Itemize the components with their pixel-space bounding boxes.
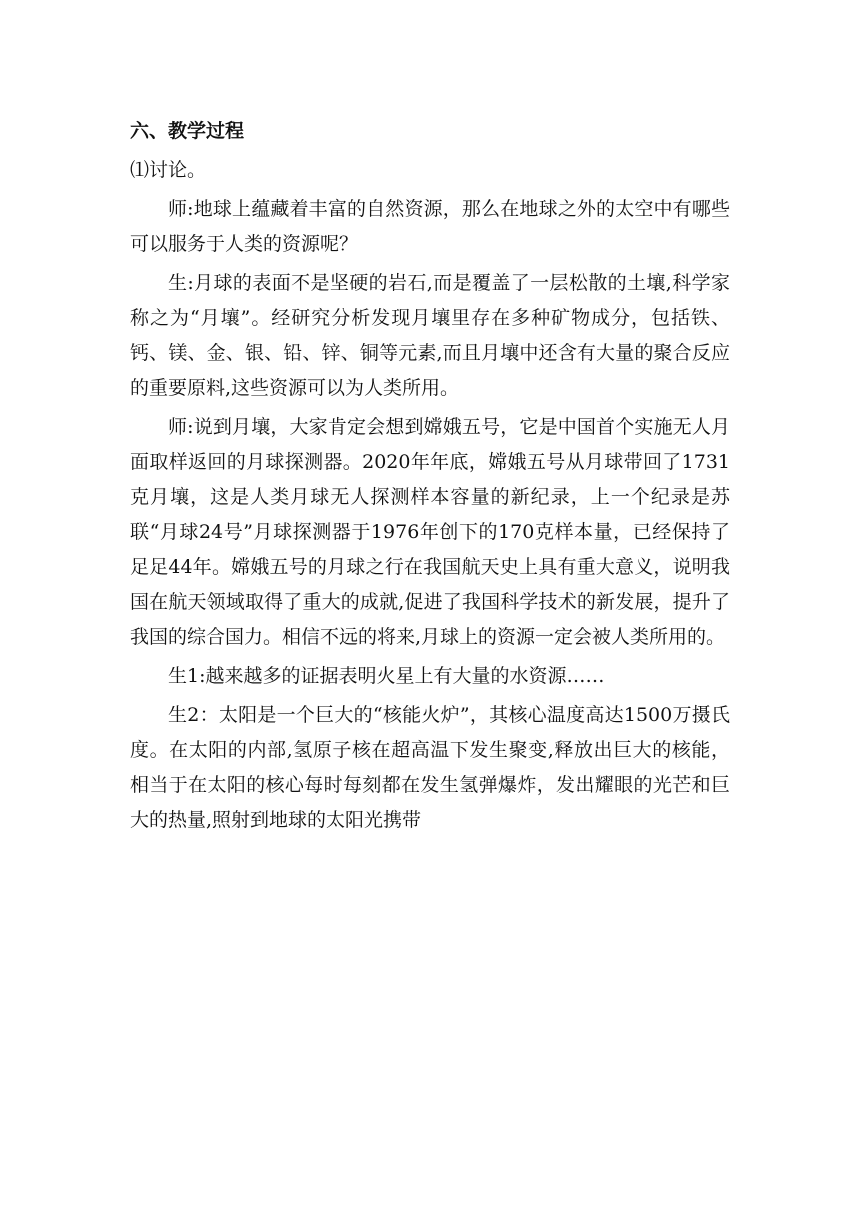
section-subheading: ⑴讨论。 (130, 159, 207, 181)
section-heading: 六、教学过程 (130, 120, 245, 142)
paragraph-teacher-change5: 师:说到月壤，大家肯定会想到嫦娥五号，它是中国首个实施无人月面取样返回的月球探测器。2020年年底，嫦娥五号从月球带回了1731克月壤，这是人类月球无人探测样本容量的新纪录，上一个纪录是苏联“月球24号”月球探测器于1976年创下的170克样本量，已经保持了足足44年。嫦娥五号的月球之行在我国航天史上具有重大意义，说明我国在航天领域取得了重大的成就,促进了我国科学技术的新发展，提升了我国的综合国力。相信不远的将来,月球上的资源一定会被人类所用的。 (130, 416, 730, 648)
document-body (130, 112, 730, 840)
paragraph-student1-mars: 生1:越来越多的证据表明火星上有大量的水资源…… (168, 665, 605, 687)
paragraph-teacher-question: 师:地球上蕴藏着丰富的自然资源，那么在地球之外的太空中有哪些可以服务于人类的资源呢？ (130, 198, 730, 255)
paragraph-student2-sun: 生2：太阳是一个巨大的“核能火炉”，其核心温度高达1500万摄氏度。在太阳的内部,氢原子核在超高温下发生聚变,释放出巨大的核能，相当于在太阳的核心每时每刻都在发生氢弹爆炸，发出耀眼的光芒和巨大的热量,照射到地球的太阳光携带 (130, 704, 730, 831)
paragraph-student-lunar-soil: 生:月球的表面不是坚硬的岩石,而是覆盖了一层松散的土壤,科学家称之为“月壤”。经研究分析发现月壤里存在多种矿物成分，包括铁、钙、镁、金、银、铅、锌、铜等元素,而且月壤中还含有大量的聚合反应的重要原料,这些资源可以为人类所用。 (130, 272, 730, 399)
